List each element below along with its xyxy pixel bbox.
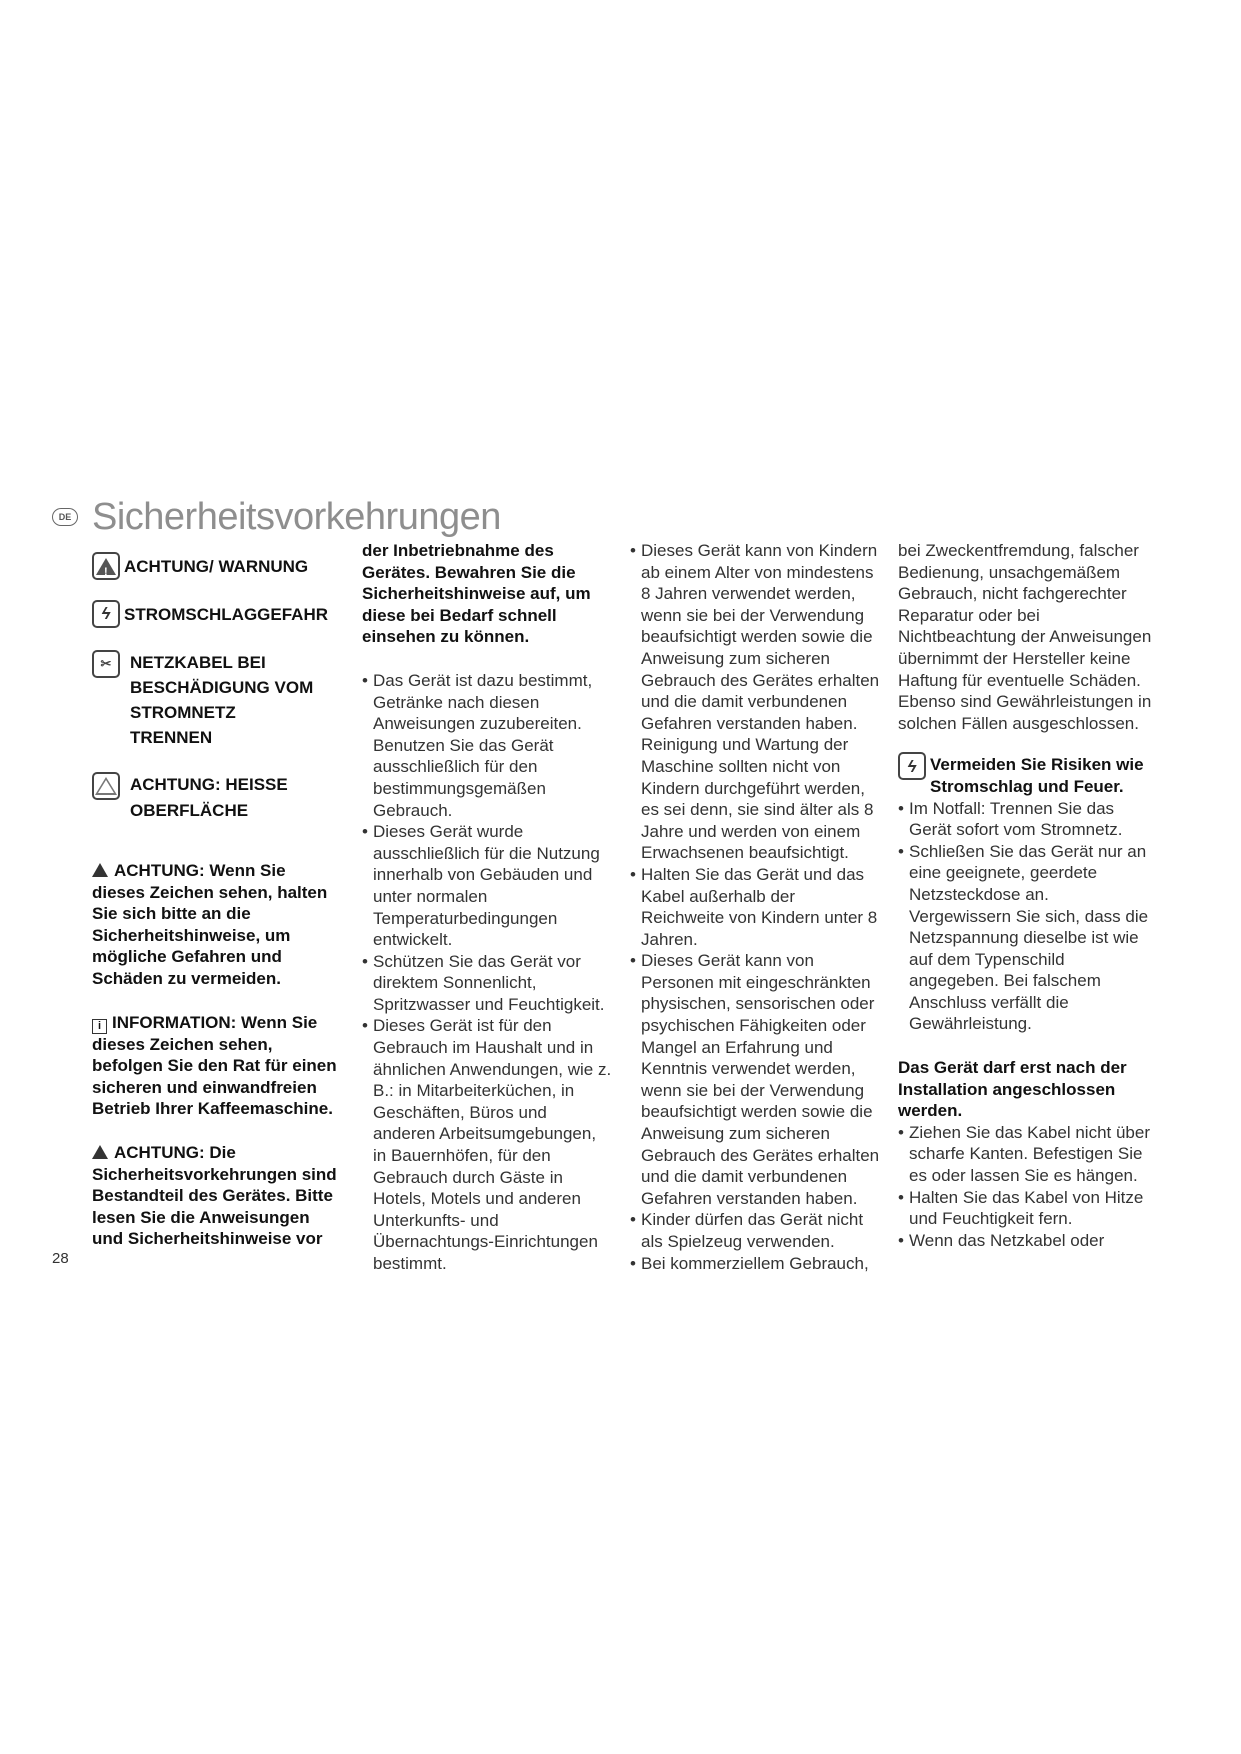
install-list — [898, 1122, 1154, 1252]
liability-text: bei Zweckentfremdung, falscher Bedienung, unsachgemäßem Gebrauch, nicht fachgerechter Reparatur oder bei Nichtbeachtung der Anweisungen übernimmt der Hersteller keine Haftung für eventuelle Schäden. Ebenso sind Gewährleistungen in solchen Fällen ausgeschlossen. — [898, 541, 1152, 733]
list-item: • Wenn das Netzkabel oder — [898, 1230, 1154, 1252]
info-icon: i — [92, 1019, 107, 1034]
hot-surface-icon — [92, 772, 120, 800]
list-item: • Kinder dürfen das Gerät nicht als Spielzeug verwenden. — [630, 1209, 880, 1252]
symbol-hot-label: ACHTUNG: HEISSE OBERFLÄCHE — [130, 775, 288, 820]
list-item: • Das Gerät ist dazu bestimmt, Getränke nach diesen Anweisungen zuzubereiten. Benutzen Sie das Gerät ausschließlich für den bestimmungsgemäßen Gebrauch. — [362, 670, 612, 821]
list-item: • Schützen Sie das Gerät vor direktem Sonnenlicht, Spritzwasser und Feuchtigkeit. — [362, 951, 612, 1016]
symbol-electric-label: STROMSCHLAGGEFAHR — [124, 605, 328, 624]
note-safety-text: ACHTUNG: Die Sicherheitsvorkehrungen sind Bestandteil des Gerätes. Bitte lesen Sie die Anweisungen und Sicherheitshinweise vor — [92, 1142, 337, 1249]
symbol-warning — [92, 552, 342, 580]
electric-list — [898, 798, 1154, 1036]
list-item: • Ziehen Sie das Kabel nicht über scharfe Kanten. Befestigen Sie es oder lassen Sie es hängen. — [898, 1122, 1154, 1187]
symbol-cable-label: NETZKABEL BEI BESCHÄDIGUNG VOM STROMNETZ TRENNEN — [130, 653, 314, 747]
heading-electric — [898, 754, 1154, 797]
list-item: • Bei kommerziellem Gebrauch, — [630, 1253, 880, 1275]
list-item: • Dieses Gerät kann von Kindern ab einem Alter von mindestens 8 Jahren verwendet werden, wenn sie bei der Verwendung beaufsichtigt werden sowie die Anweisung zum sicheren Gebrauch des Gerätes erhalten und die damit verbundenen Gefahren verstanden haben. Reinigung und Wartung der Maschine sollten nicht von Kindern durchgeführt werden, es sei denn, sie sind älter als 8 Jahre und werden von einem Erwachsenen beaufsichtigt. — [630, 540, 880, 864]
list-item: • Dieses Gerät kann von Personen mit eingeschränkten physischen, sensorischen oder psychischen Fähigkeiten oder Mangel an Erfahrung und Kenntnis verwendet werden, wenn sie bei der Verwendung beaufsichtigt werden sowie die Anweisung zum sicheren Gebrauch des Gerätes erhalten und die damit verbundenen Gefahren verstanden haben. — [630, 950, 880, 1209]
page-number: 28 — [52, 1250, 69, 1267]
warning-triangle-icon — [92, 552, 120, 580]
list-item: • Dieses Gerät wurde ausschließlich für die Nutzung innerhalb von Gebäuden und unter normalen Temperaturbedingungen entwickelt. — [362, 821, 612, 951]
lightning-icon: ϟ — [898, 752, 926, 780]
page-title: Sicherheitsvorkehrungen — [92, 495, 501, 538]
heading-install: Das Gerät darf erst nach der Installation angeschlossen werden. — [898, 1058, 1127, 1121]
lightning-icon: ϟ — [92, 600, 120, 628]
symbol-warning-label: ACHTUNG/ WARNUNG — [124, 557, 309, 576]
heading-electric-text: Vermeiden Sie Risiken wie Stromschlag und Feuer. — [930, 755, 1144, 796]
note-warning — [92, 860, 342, 990]
list-item: • Im Notfall: Trennen Sie das Gerät sofort vom Stromnetz. — [898, 798, 1154, 841]
symbol-hot — [92, 772, 342, 824]
intro-text: der Inbetriebnahme des Gerätes. Bewahren Sie die Sicherheitshinweise auf, um diese bei Bedarf schnell einsehen zu können. — [362, 541, 591, 647]
note-info — [92, 1012, 342, 1120]
list-item: • Halten Sie das Gerät und das Kabel außerhalb der Reichweite von Kindern unter 8 Jahren. — [630, 864, 880, 950]
language-badge: DE — [52, 508, 78, 526]
warning-small-icon — [92, 863, 108, 877]
list-item: • Schließen Sie das Gerät nur an eine geeignete, geerdete Netzsteckdose an. Vergewissern Sie sich, dass die Netzspannung dieselbe ist wie auf dem Typenschild angegeben. Bei falschem Anschluss verfällt die Gewährleistung. — [898, 841, 1154, 1035]
symbol-electric — [92, 600, 342, 628]
warning-small-icon — [92, 1145, 108, 1159]
note-safety — [92, 1142, 342, 1250]
list-item: • Dieses Gerät ist für den Gebrauch im Haushalt und in ähnlichen Anwendungen, wie z. B.: in Mitarbeiterküchen, in Geschäften, Büros und anderen Arbeitsumgebungen, in Bauernhöfen, für den Gebrauch durch Gäste in Hotels, Motels und anderen Unterkunfts- und Übernachtungs-Einrichtungen bestimmt. — [362, 1015, 612, 1274]
column-1 — [92, 540, 342, 1250]
damaged-cable-icon: ✂ — [92, 650, 120, 678]
note-warning-text: ACHTUNG: Wenn Sie dieses Zeichen sehen, halten Sie sich bitte an die Sicherheitshinweise, um mögliche Gefahren und Schäden zu vermeiden. — [92, 861, 328, 988]
usage-list — [362, 670, 612, 1275]
column-4 — [898, 540, 1154, 1251]
column-3 — [630, 540, 880, 1274]
list-item: • Halten Sie das Kabel von Hitze und Feuchtigkeit fern. — [898, 1187, 1154, 1230]
note-info-text: INFORMATION: Wenn Sie dieses Zeichen sehen, befolgen Sie den Rat für einen sicheren und einwandfreien Betrieb Ihrer Kaffeemaschine. — [92, 1012, 337, 1119]
column-2 — [362, 540, 612, 1275]
symbol-cable — [92, 650, 342, 750]
page-header — [52, 492, 501, 542]
children-list — [630, 540, 880, 1274]
